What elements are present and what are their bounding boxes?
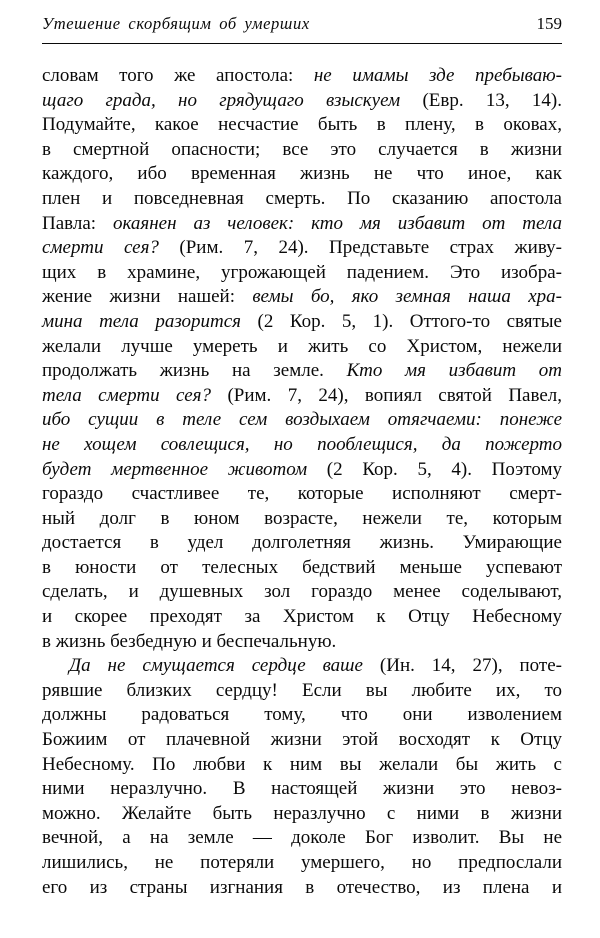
text-run: лишились, не потеряли умершего, но предпослали xyxy=(42,852,562,873)
text-run: в смертной опасности; все это случается в жизни xyxy=(42,138,562,160)
text-line xyxy=(42,531,562,556)
italic-text-run: ибо сущии в теле сем воздыхаем отягчаеми: понеже xyxy=(42,409,562,431)
italic-text-run: Да не смущается сердце ваше xyxy=(69,655,380,677)
text-run: его из страны изгнания в отечество, из плена и xyxy=(42,876,562,898)
text-line xyxy=(42,753,562,778)
text-run: каждого, ибо временная жизнь не что иное, как xyxy=(42,163,562,185)
text-line xyxy=(42,335,562,360)
text-line xyxy=(42,408,562,433)
text-run: вечной, а на земле — доколе Бог изволит. Вы не xyxy=(42,827,562,849)
text-run: Подумайте, какое несчастие быть в плену, в оковах, xyxy=(42,114,562,136)
italic-text-run: окаянен аз человек: кто мя избавит от тела xyxy=(113,212,562,234)
text-line xyxy=(42,728,562,753)
text-line xyxy=(42,138,562,163)
text-run: щих в храмине, угрожающей падением. Это изобра- xyxy=(42,261,562,283)
header-rule xyxy=(42,43,562,44)
italic-text-run: мина тела разорится xyxy=(42,310,258,332)
text-line xyxy=(42,679,562,704)
text-line xyxy=(42,703,562,728)
text-run: (Рим. 7, 24), вопиял святой Павел, xyxy=(227,384,562,406)
text-run: достается в удел долголетняя жизнь. Умирающие xyxy=(42,532,562,554)
text-run: рявшие близких сердцу! Если вы любите их, то xyxy=(42,679,562,701)
text-line xyxy=(42,384,562,409)
text-run: Божиим от плачевной жизни этой восходят к Отцу xyxy=(42,729,562,751)
text-run: можно. Желайте быть неразлучно с ними в жизни xyxy=(42,802,562,824)
italic-text-run: будет мертвенное животом xyxy=(42,458,327,480)
text-line xyxy=(42,212,562,237)
page-body xyxy=(42,64,562,900)
text-line xyxy=(42,802,562,827)
text-line xyxy=(42,310,562,335)
text-run: гораздо счастливее те, которые исполняют смерт- xyxy=(42,483,562,505)
text-line xyxy=(42,64,562,89)
italic-text-run: смерти сея? xyxy=(42,237,180,259)
text-line xyxy=(42,236,562,261)
italic-text-run: Кто мя избавит от xyxy=(346,360,562,382)
text-run: (2 Кор. 5, 1). Оттого-то святые xyxy=(257,310,562,332)
text-run: продолжать жизнь на земле. xyxy=(42,360,347,382)
text-line xyxy=(42,556,562,581)
italic-text-run: щаго града, но грядущаго взыскуем xyxy=(42,89,423,111)
text-run: и скорее преходят за Христом к Отцу Небесному xyxy=(42,606,562,628)
text-line xyxy=(42,261,562,286)
text-run: Небесному. По любви к ним вы желали бы жить с xyxy=(42,753,562,775)
text-run: Павла: xyxy=(42,212,113,234)
text-run: (Рим. 7, 24). Представьте страх живу- xyxy=(179,237,562,259)
running-title: Утешение скорбящим об умерших xyxy=(42,14,310,33)
text-run: (2 Кор. 5, 4). Поэтому xyxy=(326,458,563,480)
text-run: плен и повседневная смерть. По сказанию апостола xyxy=(42,187,562,209)
text-line xyxy=(42,433,562,458)
italic-text-run: вемы бо, яко земная наша хра- xyxy=(252,286,562,308)
text-line xyxy=(42,113,562,138)
text-line xyxy=(42,359,562,384)
italic-text-run: не имамы зде пребываю- xyxy=(313,65,562,86)
page-header xyxy=(42,14,562,34)
text-run: в жизнь безбедную и беспечальную. xyxy=(42,630,337,652)
text-line xyxy=(42,458,562,483)
text-line xyxy=(42,507,562,532)
text-line xyxy=(42,285,562,310)
text-line xyxy=(42,187,562,212)
text-line xyxy=(42,876,562,901)
text-line xyxy=(42,630,562,655)
italic-text-run: не хощем совлещися, но пооблещися, да пожерто xyxy=(42,433,562,455)
text-run: желали лучше умереть и жить со Христом, нежели xyxy=(42,335,562,357)
text-line xyxy=(42,89,562,114)
text-line xyxy=(42,654,562,679)
text-run: (Евр. 13, 14). xyxy=(422,89,563,111)
text-line xyxy=(42,162,562,187)
text-line xyxy=(42,580,562,605)
text-run: должны радоваться тому, что они изволением xyxy=(42,704,562,726)
text-run: сделать, и душевных зол гораздо менее соделывают, xyxy=(42,581,562,603)
text-line xyxy=(42,605,562,630)
text-line xyxy=(42,851,562,876)
page-number: 159 xyxy=(536,14,562,33)
text-line xyxy=(42,777,562,802)
italic-text-run: тела смерти сея? xyxy=(42,384,228,406)
text-run: (Ин. 14, 27), поте- xyxy=(379,655,562,677)
text-run: словам того же апостола: xyxy=(42,65,314,86)
text-line xyxy=(42,482,562,507)
text-line xyxy=(42,826,562,851)
text-run: жение жизни нашей: xyxy=(42,286,253,308)
text-run: в юности от телесных бедствий меньше успевают xyxy=(42,556,562,578)
text-run: ними неразлучно. В настоящей жизни это невоз- xyxy=(42,778,562,800)
text-run: ный долг в юном возрасте, нежели те, которым xyxy=(42,507,562,529)
